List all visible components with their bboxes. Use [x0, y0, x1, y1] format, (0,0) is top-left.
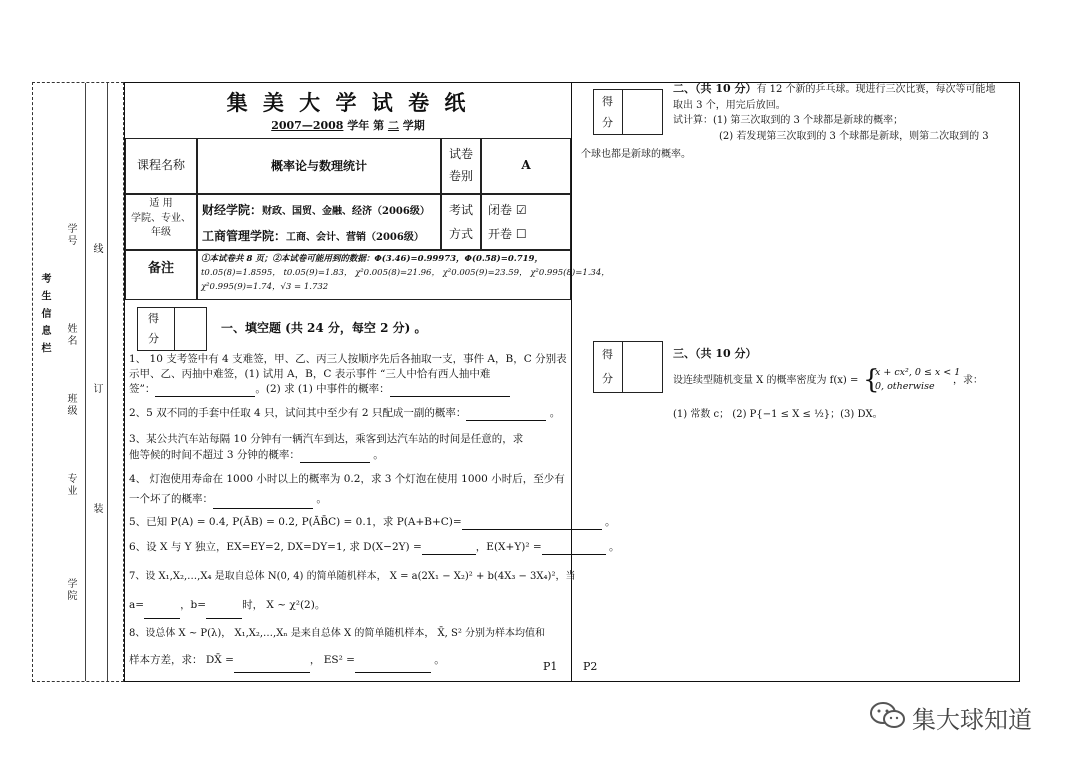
- q4-line-a: 4、 灯泡使用寿命在 1000 小时以上的概率为 0.2，求 3 个灯泡在使用 1000 小时后，至少有: [129, 473, 565, 485]
- course-name: 概率论与数理统计: [270, 159, 367, 173]
- q7-line-b: 时， X ~ χ²(2)。: [242, 599, 326, 611]
- question-2: 2、5 双不同的手套中任取 4 只，试问其中至少有 2 只配成一副的概率： 。: [129, 405, 567, 421]
- q3-line-b: 他等候的时间不超过 3 分钟的概率：: [129, 449, 300, 461]
- question-7: [129, 563, 576, 619]
- semester-value: 二: [387, 119, 399, 132]
- notes-text: [201, 252, 610, 294]
- page-divider: [571, 83, 572, 681]
- notes-line-1: ①本试卷共 8 页；②本试卷可能用到的数据：Φ(3.46)=0.99973，Φ(0.58)=0.719，: [201, 254, 543, 264]
- q6-text-b: ，E(X+Y)² =: [475, 541, 542, 553]
- course-label-cell: [125, 138, 197, 194]
- scope-majors-2: 工商、会计、营销（2006级）: [286, 232, 424, 243]
- seal-mark: 装: [91, 503, 102, 515]
- course-name-cell: [197, 138, 441, 194]
- density-cases: [875, 366, 960, 394]
- exam-mode-label-2: 方式: [448, 227, 473, 241]
- notes-label: 备注: [147, 261, 174, 276]
- q1-answer-1[interactable]: [155, 385, 255, 397]
- section2-title: 二、（共 10 分）: [673, 82, 757, 95]
- score-label-bottom: 分: [602, 372, 613, 385]
- paper-type-label-2: 卷别: [448, 169, 473, 183]
- q2-text: 2、5 双不同的手套中任取 4 只，试问其中至少有 2 只配成一副的概率：: [129, 407, 467, 419]
- section3-density: [673, 371, 858, 387]
- density-case-2: 0, otherwise: [875, 381, 935, 392]
- q6-answer-2[interactable]: [542, 543, 606, 555]
- page-number-1: P1: [543, 660, 558, 673]
- q3-line-a: 3、某公共汽车站每隔 10 分钟有一辆汽车到达，乘客到达汽车站的时间是任意的，求: [129, 433, 524, 445]
- fold-line: [107, 83, 108, 681]
- q7-a-label: a=: [129, 599, 145, 611]
- score-label-top: 得: [602, 348, 613, 361]
- page-number-2: P2: [583, 660, 598, 673]
- score-box-section3: [593, 341, 663, 393]
- q5-text: 5、已知 P(A) = 0.4, P(ĀB) = 0.2, P(ĀB̄C) = 0.1，求 P(A+B+C)=: [129, 516, 462, 528]
- question-3: 3、某公共汽车站每隔 10 分钟有一辆汽车到达，乘客到达汽车站的时间是任意的，求 他等候的时间不超过 3 分钟的概率： 。: [129, 431, 567, 463]
- q4-line-b: 一个坏了的概率：: [129, 493, 213, 505]
- scope-cell: [197, 194, 441, 250]
- q5-answer[interactable]: [462, 518, 602, 530]
- year-suffix: 学期: [398, 119, 425, 132]
- scope-college-2: 工商管理学院：: [202, 229, 287, 243]
- section2-line-a: 有 12 个新的乒乓球。现进行三次比赛，每次等可能地: [756, 84, 996, 95]
- scope-line-2: [202, 227, 424, 246]
- question-8: 8、设总体 X ~ P(λ)， X₁,X₂,…,Xₙ 是来自总体 X 的简单随机样本， X̄, S² 分别为样本均值和 样本方差，求： DX̄ = ， ES² = 。: [129, 621, 567, 673]
- q1-line-b: 示甲、乙、丙抽中难签，(1) 试用 A，B，C 表示事件 “三人中恰有西人抽中难: [129, 368, 491, 380]
- field-college: 学院: [65, 578, 76, 602]
- year-range: 2007—2008: [271, 119, 344, 132]
- q8-text-c: ， ES² =: [309, 654, 355, 666]
- scope-label: [126, 197, 196, 241]
- q8-line-a: 8、设总体 X ~ P(λ)， X₁,X₂,…,Xₙ 是来自总体 X 的简单随机样本， X̄, S² 分别为样本均值和: [129, 628, 546, 639]
- notes-line-2: t0.05(8)=1.8595， t0.05(9)=1.83， χ²0.005(8)=21.96， χ²0.005(9)=23.59， χ²0.995(8)=1.34，: [201, 268, 610, 279]
- q4-answer[interactable]: [213, 497, 313, 509]
- exam-mode-cell: [481, 194, 571, 250]
- wechat-icon: [868, 700, 908, 732]
- question-5: 5、已知 P(A) = 0.4, P(ĀB) = 0.2, P(ĀB̄C) = 0.1，求 P(A+B+C)= 。: [129, 514, 567, 530]
- notes-cell: [197, 250, 610, 300]
- scope-label-3: 年级: [151, 227, 171, 238]
- section2-line-e: 个球也都是新球的概率。: [581, 149, 691, 160]
- watermark: [868, 698, 1050, 734]
- q1-part2: 。(2) 求 (1) 中事件的概率：: [255, 383, 390, 395]
- q1-line-c: [129, 382, 567, 397]
- notes-label-cell: [125, 250, 197, 300]
- closed-book-option: 闭卷 ☑: [488, 203, 527, 217]
- exam-mode-label-1: 考试: [448, 203, 473, 217]
- section3-require: ，求：: [953, 375, 983, 386]
- density-case-1: x + cx², 0 ≤ x < 1: [875, 367, 961, 378]
- notes-line-3: χ²0.995(9)=1.74，√3 = 1.732: [201, 282, 329, 293]
- score-label-top: 得: [148, 312, 159, 325]
- score-label-bottom: 分: [602, 116, 613, 129]
- q6-text-a: 6、设 X 与 Y 独立，EX=EY=2, DX=DY=1, 求 D(X−2Y) =: [129, 541, 422, 553]
- q2-answer[interactable]: [466, 409, 546, 421]
- section2-line-c: 试计算：(1) 第三次取到的 3 个球都是新球的概率；: [673, 115, 904, 126]
- field-name: 姓名: [65, 323, 76, 347]
- paper-type-label-1: 试卷: [448, 147, 473, 161]
- scope-college-1: 财经学院：: [202, 203, 263, 217]
- scope-label-1: 适 用: [149, 198, 173, 209]
- q7-answer-a[interactable]: [144, 607, 180, 619]
- score-box-section2: [593, 89, 663, 135]
- question-1: [129, 352, 567, 397]
- section3-title: 三、（共 10 分）: [673, 347, 757, 360]
- q7-answer-b[interactable]: [206, 607, 242, 619]
- q8-answer-1[interactable]: [234, 661, 310, 673]
- exam-sheet: [124, 82, 1020, 682]
- sidebar-header: 考 生 信 息 栏: [39, 273, 50, 355]
- score-label-top: 得: [602, 95, 613, 108]
- section1-title: 一、填空题 (共 24 分，每空 2 分) 。: [221, 321, 427, 335]
- q1-prefix: 签”：: [129, 383, 156, 395]
- q8-answer-2[interactable]: [355, 661, 431, 673]
- q8-text-b: 样本方差，求： DX̄ =: [129, 654, 234, 666]
- q3-answer[interactable]: [300, 451, 370, 463]
- q1-answer-2[interactable]: [390, 385, 510, 397]
- scope-line-1: [202, 201, 430, 220]
- paper-type-label-cell: [441, 138, 481, 194]
- q6-answer-1[interactable]: [422, 543, 476, 555]
- line-mark: 线: [91, 243, 102, 255]
- q1-line-a: 1、 10 支考签中有 4 支难签，甲、乙、丙三人按顺序先后各抽取一支，事件 A，B，C 分别表: [129, 353, 567, 365]
- score-label-bottom: 分: [148, 332, 159, 345]
- section2-line-d: (2) 若发现第三次取到的 3 个球都是新球，则第二次取到的 3: [719, 130, 989, 142]
- question-6: 6、设 X 与 Y 独立，EX=EY=2, DX=DY=1, 求 D(X−2Y) = ，E(X+Y)² = 。: [129, 539, 567, 555]
- year-mid: 学年 第: [343, 119, 388, 132]
- fold-line: [85, 83, 86, 681]
- field-class: 班级: [65, 393, 76, 417]
- section2-line-b: 取出 3 个，用完后放回。: [673, 99, 786, 111]
- brace-symbol: {: [863, 365, 880, 395]
- scope-majors-1: 财政、国贸、金融、经济（2006级）: [262, 206, 430, 217]
- score-box-section1: [137, 307, 207, 351]
- paper-type-cell: [481, 138, 571, 194]
- field-major: 专业: [65, 473, 76, 497]
- university-title: 集 美 大 学 试 卷 纸: [226, 90, 470, 115]
- student-info-sidebar: [32, 82, 124, 682]
- exam-mode-label-cell: [441, 194, 481, 250]
- section3-line-a: 设连续型随机变量 X 的概率密度为 f(x) =: [673, 375, 859, 386]
- section2-text: [673, 81, 1019, 144]
- open-book-option: 开卷 ☐: [488, 227, 527, 241]
- scope-label-2: 学院、专业、: [131, 212, 191, 224]
- field-student-id: 学号: [65, 223, 76, 247]
- bind-mark: 订: [91, 383, 102, 395]
- scope-label-cell: [125, 194, 197, 250]
- q7-b-label: ，b=: [180, 599, 207, 611]
- watermark-text: 集大球知道: [912, 706, 1032, 734]
- course-label: 课程名称: [136, 158, 185, 172]
- academic-year: [125, 117, 571, 134]
- section3-parts: (1) 常数 c； (2) P{−1 ≤ X ≤ ½}；(3) DX。: [673, 409, 883, 420]
- question-4: 4、 灯泡使用寿命在 1000 小时以上的概率为 0.2，求 3 个灯泡在使用 1000 小时后，至少有 一个坏了的概率： 。: [129, 469, 567, 509]
- q7-line-a: 7、设 X₁,X₂,…,X₄ 是取自总体 N(0, 4) 的简单随机样本， X = a(2X₁ − X₂)² + b(4X₃ − 3X₄)²，当: [129, 571, 576, 582]
- paper-type: A: [521, 158, 531, 172]
